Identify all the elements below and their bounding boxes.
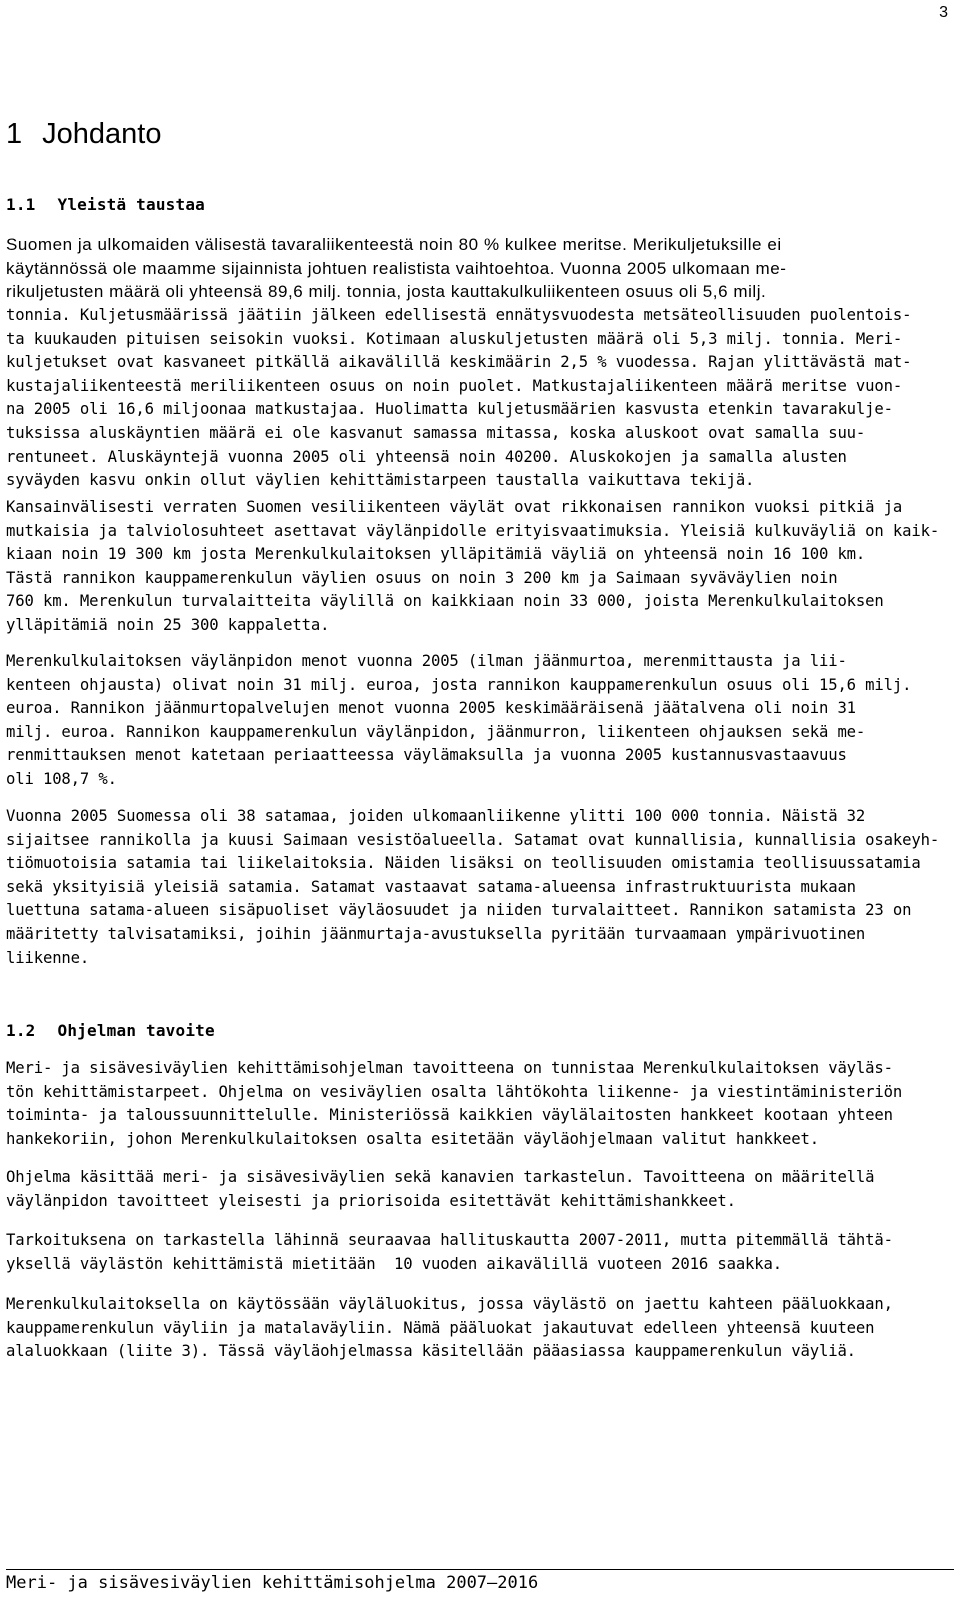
page-footer: Meri- ja sisävesiväylien kehittämisohjelma 2007—2016 — [6, 1573, 539, 1593]
text-line: sijaitsee rannikolla ja kuusi Saimaan vesistöalueella. Satamat ovat kunnallisia, kunnallisia osakeyh- — [6, 830, 940, 849]
text-line: toiminta- ja taloussuunnittelulle. Ministeriössä kaikkien väylälaitosten hankkeet kootaan yhteen — [6, 1106, 893, 1125]
paragraph-transport-volumes — [6, 304, 924, 493]
chapter-title: Johdanto — [42, 118, 162, 150]
text-line: ta kuukauden pituisen seisokin vuoksi. Kotimaan aluskuljetusten määrä oli 5,3 milj. tonnia. Meri- — [6, 329, 903, 348]
text-line: hankekoriin, johon Merenkulkulaitoksen osalta esitetään väyläohjelmaan valitut hankkeet. — [6, 1129, 819, 1148]
text-line: na 2005 oli 16,6 miljoonaa matkustajaa. Huolimatta kuljetusmäärien kasvusta etenkin tavarakulje- — [6, 400, 893, 419]
text-line: väylänpidon tavoitteet yleisesti ja priorisoida esitettävät kehittämishankkeet. — [6, 1191, 736, 1210]
text-line: liikenne. — [6, 948, 90, 967]
text-line: kenteen ohjausta) olivat noin 31 milj. euroa, josta rannikon kauppamerenkulun osuus oli 15,6 milj. — [6, 675, 912, 694]
paragraph-objective — [6, 1057, 924, 1151]
text-line: euroa. Rannikon jäänmurtopalvelujen menot vuonna 2005 keskimääräisenä jäätalvena oli noin 31 — [6, 699, 856, 718]
chapter-heading — [6, 118, 161, 151]
text-line: oli 108,7 %. — [6, 769, 117, 788]
text-line: milj. euroa. Rannikon kauppamerenkulun väylänpidon, jäänmurron, liikenteen ohjauksen sekä me- — [6, 722, 866, 741]
text-line: Merenkulkulaitoksen väylänpidon menot vuonna 2005 (ilman jäänmurtoa, merenmittausta ja lii- — [6, 652, 847, 670]
text-line: Suomen ja ulkomaiden välisestä tavaraliikenteestä noin 80 % kulkee meritse. Merikuljetuksille ei — [6, 235, 782, 254]
text-line: ylläpitämiä noin 25 300 kappaletta. — [6, 615, 330, 634]
text-line: Merenkulkulaitoksella on käytössään väyläluokitus, jossa väylästö on jaettu kahteen pääluokkaan, — [6, 1295, 893, 1313]
text-line: Tästä rannikon kauppamerenkulun väylien osuus on noin 3 200 km ja Saimaan syväväylien noin — [6, 568, 838, 587]
text-line: määritetty talvisatamiksi, joihin jäänmurtaja-avustuksella pyritään turvaamaan ympärivuotinen — [6, 924, 866, 943]
text-line: kiaan noin 19 300 km josta Merenkulkulaitoksen ylläpitämiä väyliä on yhteensä noin 16 100 km. — [6, 545, 866, 564]
text-line: luettuna satama-alueen sisäpuoliset väyläosuudet ja niiden turvalaitteet. Rannikon satamista 23 on — [6, 901, 912, 920]
text-line: kauppamerenkulun väyliin ja matalaväyliin. Nämä pääluokat jakautuvat edelleen yhteensä kuuteen — [6, 1318, 875, 1337]
text-line: tuksissa aluskäyntien määrä ei ole kasvanut samassa mitassa, koska aluskoot ovat samalla suu- — [6, 423, 866, 442]
text-line: 760 km. Merenkulun turvalaitteita väylillä on kaikkiaan noin 33 000, joista Merenkulkulaitoksen — [6, 592, 884, 611]
text-line: Tarkoituksena on tarkastella lähinnä seuraavaa hallituskautta 2007-2011, mutta pitemmällä tähtä- — [6, 1231, 893, 1249]
text-line: Vuonna 2005 Suomessa oli 38 satamaa, joiden ulkomaanliikenne ylitti 100 000 tonnia. Näistä 32 — [6, 807, 866, 825]
text-line: Kansainvälisesti verraten Suomen vesiliikenteen väylät ovat rikkonaisen rannikon vuoksi pitkiä ja — [6, 498, 903, 516]
text-line: tön kehittämistarpeet. Ohjelma on vesiväylien osalta lähtökohta liikenne- ja viestintäministeriön — [6, 1082, 903, 1101]
text-line: rentuneet. Aluskäyntejä vuonna 2005 oli yhteensä noin 40200. Aluskokojen ja samalla alusten — [6, 447, 847, 466]
paragraph-classification — [6, 1293, 924, 1364]
text-line: yksellä väylästön kehittämistä mietitään 10 vuoden aikavälillä vuoteen 2016 saakka. — [6, 1254, 783, 1273]
page-number: 3 — [939, 4, 948, 21]
text-line: kustajaliikenteestä meriliikenteen osuus on noin puolet. Matkustajaliikenteen määrä meritse vuon- — [6, 376, 903, 395]
section-heading-1-1 — [6, 195, 205, 214]
paragraph-costs — [6, 650, 924, 792]
chapter-number: 1 — [6, 118, 23, 150]
paragraph-ports — [6, 805, 940, 970]
paragraph-intro — [6, 233, 924, 304]
footer-divider — [6, 1569, 954, 1570]
text-line: alaluokkaan (liite 3). Tässä väyläohjelmassa käsitellään pääasiassa kauppamerenkulun väyliä. — [6, 1342, 856, 1361]
text-line: tonnia. Kuljetusmäärissä jäätiin jälkeen edellisestä ennätysvuodesta metsäteollisuuden puolentois- — [6, 306, 912, 324]
text-line: käytännössä ole maamme sijainnista johtuen realistista vaihtoehtoa. Vuonna 2005 ulkomaan me- — [6, 258, 787, 278]
text-line: renmittauksen menot katetaan periaatteessa väylämaksulla ja vuonna 2005 kustannusvastaavuus — [6, 746, 847, 765]
paragraph-waterways — [6, 496, 940, 638]
text-line: rikuljetusten määrä oli yhteensä 89,6 milj. tonnia, josta kauttakulkuliikenteen osuus oli 5,6 milj. — [6, 282, 767, 302]
paragraph-timeframe — [6, 1229, 924, 1276]
section-title: Ohjelman tavoite — [57, 1021, 215, 1040]
section-number: 1.2 — [6, 1021, 36, 1040]
text-line: kuljetukset ovat kasvaneet pitkällä aikavälillä keskimäärin 2,5 % vuodessa. Rajan ylittävästä mat- — [6, 353, 912, 372]
text-line: syväyden kasvu onkin ollut väylien kehittämistarpeen taustalla vaikuttava tekijä. — [6, 471, 755, 490]
section-number: 1.1 — [6, 195, 36, 214]
text-line: Ohjelma käsittää meri- ja sisävesiväylien sekä kanavien tarkastelun. Tavoitteena on määritellä — [6, 1168, 875, 1186]
text-line: Meri- ja sisävesiväylien kehittämisohjelman tavoitteena on tunnistaa Merenkulkulaitoksen väyläs- — [6, 1059, 893, 1077]
section-title: Yleistä taustaa — [57, 195, 205, 214]
paragraph-scope — [6, 1166, 924, 1213]
text-line: sekä yksityisiä yleisiä satamia. Satamat vastaavat satama-alueensa infrastruktuurista mukaan — [6, 877, 856, 896]
text-line: mutkaisia ja talviolosuhteet asettavat väylänpidolle erityisvaatimuksia. Yleisiä kulkuväyliä on kaik- — [6, 521, 940, 540]
text-line: tiömuotoisia satamia tai liikelaitoksia. Näiden lisäksi on teollisuuden omistamia teollisuussatamia — [6, 854, 921, 873]
section-heading-1-2 — [6, 1021, 215, 1040]
